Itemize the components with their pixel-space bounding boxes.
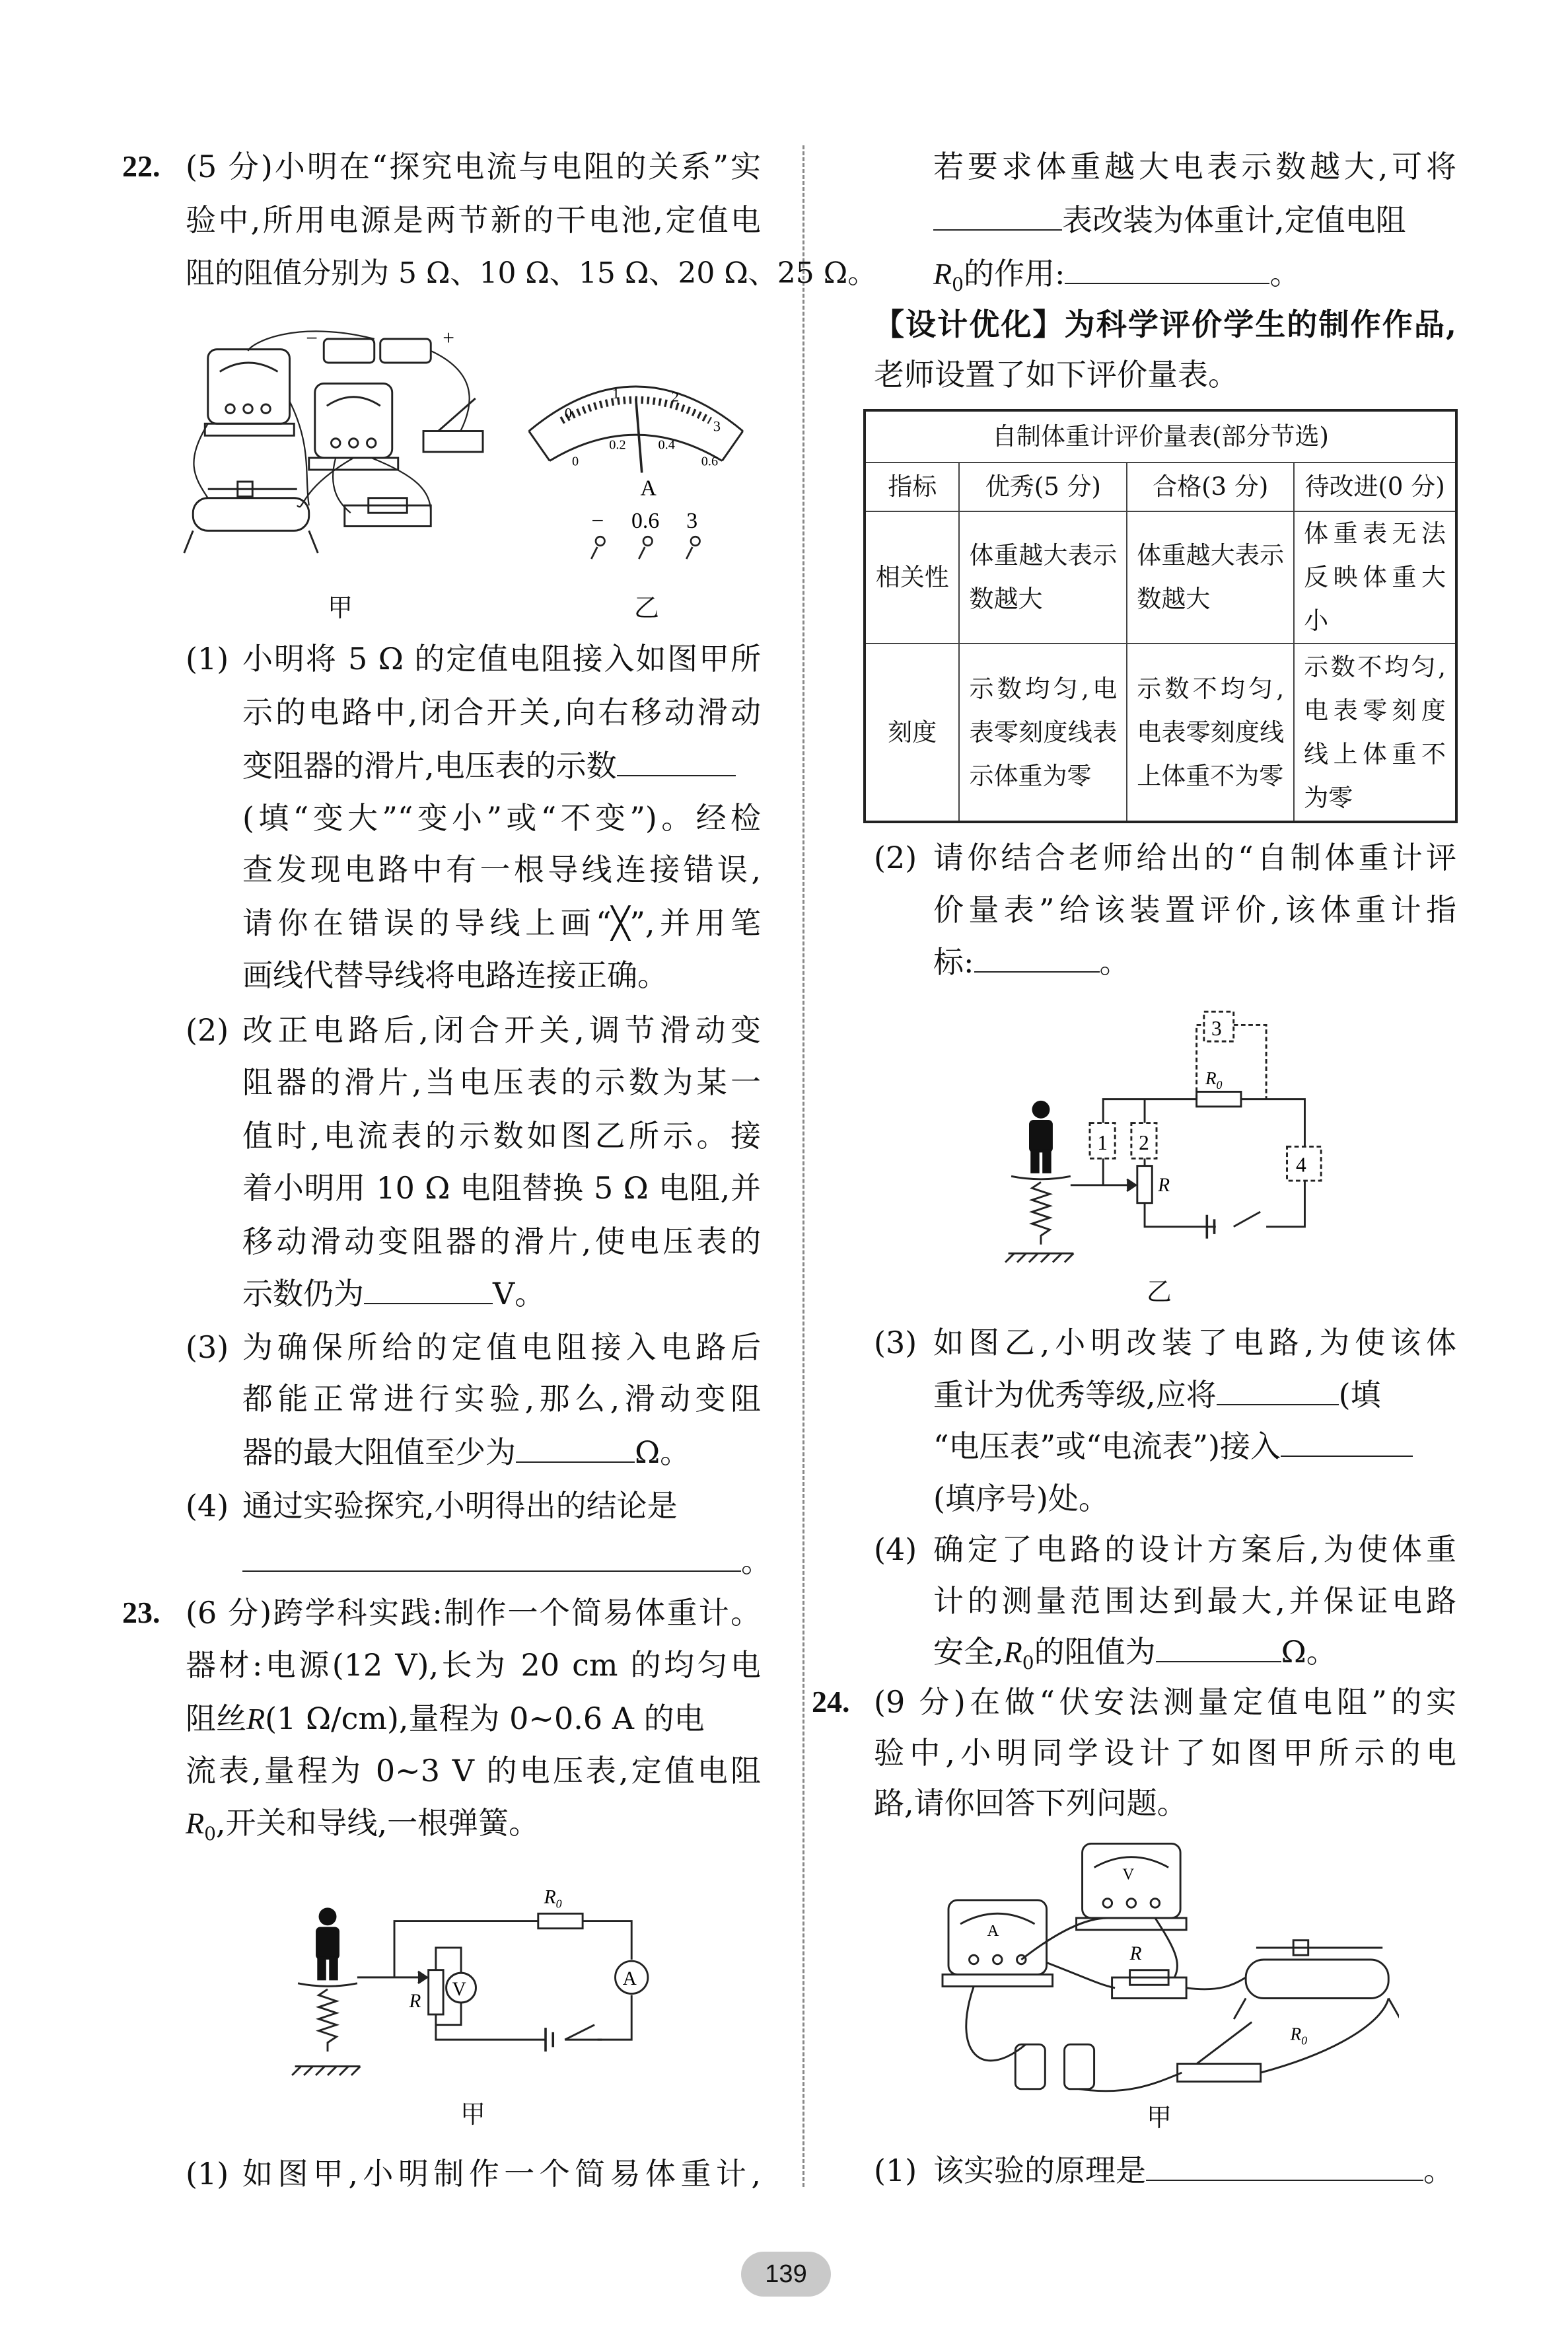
q22-text: (5 分)小明在“探究电流与电阻的关系”实 bbox=[186, 149, 761, 184]
q23-1-text-part: 。 bbox=[1269, 256, 1301, 291]
column-divider bbox=[802, 145, 804, 2187]
q22-2-text-part: 示数仍为 bbox=[242, 1276, 364, 1311]
design-optimization-text: 老师设置了如下评价量表。 bbox=[874, 357, 1238, 392]
q24-1-text bbox=[933, 2151, 1454, 2190]
q22-1-text: (填“变大”“变小”或“不变”)。经检 bbox=[242, 800, 761, 836]
q23-4-text-part: Ω。 bbox=[1281, 1634, 1337, 1670]
q22-3-text: 都能正常进行实验,那么,滑动变阻 bbox=[242, 1381, 761, 1417]
q22-1-text-part: 变阻器的滑片,电压表的示数 bbox=[242, 748, 617, 784]
q22-1-text: 画线代替导线将电路连接正确。 bbox=[242, 957, 668, 993]
switch-icon bbox=[1234, 1212, 1260, 1226]
wires bbox=[1103, 1099, 1304, 1227]
dial-unit: A bbox=[640, 476, 657, 501]
q23-text: (6 分)跨学科实践:制作一个简易体重计。 bbox=[186, 1595, 761, 1631]
q22-2-text bbox=[242, 1274, 545, 1313]
connecting-wires bbox=[194, 331, 469, 513]
question-number-24: 24. bbox=[812, 1685, 850, 1718]
q24-1-text-part: 。 bbox=[1423, 2153, 1454, 2188]
subscript: 0 bbox=[1022, 1652, 1034, 1674]
table-cell: 示数不均匀,电表零刻度线上体重不为零 bbox=[1127, 644, 1294, 822]
q23-4-label: (4) bbox=[874, 1532, 917, 1567]
minus-sign: − bbox=[306, 326, 318, 350]
q23-1-label: (1) bbox=[186, 2156, 229, 2192]
battery-icon bbox=[1015, 2044, 1094, 2089]
box-4-label: 4 bbox=[1295, 1153, 1306, 1177]
q22-4-text: 通过实验探究,小明得出的结论是 bbox=[242, 1488, 678, 1524]
spring-icon bbox=[1032, 1182, 1050, 1244]
dial-top-tick-1: 1 bbox=[612, 385, 620, 402]
q22-2-text: 移动滑动变阻器的滑片,使电压表的 bbox=[242, 1224, 761, 1259]
table-header: 待改进(0 分) bbox=[1294, 462, 1456, 511]
figure-caption-jia: 甲 bbox=[1147, 2103, 1172, 2132]
q23-2-text bbox=[933, 942, 1130, 982]
r0-symbol: R bbox=[1205, 1068, 1217, 1089]
q23-figure-yi-circuit bbox=[996, 1004, 1323, 1265]
platform bbox=[1011, 1176, 1071, 1179]
q23-4-text-part: 的阻值为 bbox=[1034, 1634, 1156, 1670]
q23-text bbox=[186, 1803, 539, 1843]
q23-3-text-part: 重计为优秀等级,应将 bbox=[933, 1377, 1217, 1413]
figure-caption-yi: 乙 bbox=[1147, 1277, 1172, 1306]
q22-2-text: 着小明用 10 Ω 电阻替换 5 Ω 电阻,并 bbox=[242, 1170, 761, 1206]
table-cell: 示数均匀,电表零刻度线表示体重为零 bbox=[959, 644, 1127, 822]
design-optimization-heading: 【设计优化】为科学评价学生的制作作品, bbox=[874, 307, 1456, 342]
r-label: R bbox=[409, 1990, 421, 2012]
q22-figure-circuit-and-ammeter bbox=[174, 311, 768, 581]
figure-caption-jia: 甲 bbox=[328, 593, 353, 622]
q24-text: 路,请你回答下列问题。 bbox=[874, 1785, 1188, 1821]
rheostat-r bbox=[429, 1970, 443, 2014]
table-cell: 相关性 bbox=[865, 511, 959, 644]
table-cell: 示数不均匀,电表零刻度线上体重不为零 bbox=[1294, 644, 1456, 822]
answer-blank[interactable] bbox=[242, 1544, 741, 1572]
q22-1-label: (1) bbox=[186, 641, 229, 677]
q22-1-text: 示的电路中,闭合开关,向右移动滑动 bbox=[242, 694, 761, 730]
answer-blank[interactable] bbox=[933, 203, 1062, 231]
table-cell: 刻度 bbox=[865, 644, 959, 822]
q24-text: (9 分)在做“伏安法测量定值电阻”的实 bbox=[874, 1684, 1456, 1720]
q23-1-text bbox=[933, 200, 1406, 240]
q23-2-text: 请你结合老师给出的“自制体重计评 bbox=[933, 840, 1456, 875]
table-cell: 体重越大表示数越大 bbox=[959, 511, 1127, 644]
resistor-symbol: R bbox=[246, 1702, 266, 1736]
switch-icon bbox=[1178, 2022, 1261, 2082]
answer-blank[interactable] bbox=[1156, 1635, 1281, 1662]
switch bbox=[423, 398, 483, 452]
dial-top-tick-2: 2 bbox=[671, 388, 679, 405]
ammeter-apparatus bbox=[309, 384, 398, 470]
ammeter-label: A bbox=[622, 1968, 637, 1990]
q23-4-text-part: 安全, bbox=[933, 1634, 1004, 1670]
dial-bottom-tick-1: 0.2 bbox=[609, 437, 626, 453]
rheostat-r bbox=[1137, 1166, 1152, 1203]
q23-text-part: (1 Ω/cm),量程为 0~0.6 A 的电 bbox=[265, 1701, 705, 1736]
terminal-3: 3 bbox=[686, 508, 698, 533]
table-row bbox=[865, 511, 1456, 644]
q23-text-part: 阻丝 bbox=[186, 1701, 246, 1736]
table-header: 指标 bbox=[865, 462, 959, 511]
answer-blank[interactable] bbox=[1146, 2153, 1423, 2181]
q23-1-text: 如图甲,小明制作一个简易体重计, bbox=[242, 2156, 761, 2192]
q23-3-label: (3) bbox=[874, 1325, 917, 1360]
q23-text bbox=[186, 1699, 705, 1738]
table-row bbox=[865, 644, 1456, 822]
ammeter-apparatus bbox=[943, 1900, 1053, 1987]
answer-blank[interactable] bbox=[364, 1276, 493, 1304]
q22-2-text: 值时,电流表的示数如图乙所示。接 bbox=[242, 1118, 761, 1154]
r0-label bbox=[544, 1887, 562, 1911]
resistor-symbol: R bbox=[186, 1806, 205, 1840]
q23-1-text bbox=[933, 254, 1301, 296]
evaluation-rubric-table bbox=[863, 409, 1458, 823]
terminal-minus: − bbox=[591, 508, 604, 533]
q23-2-text: 价量表”给该装置评价,该体重计指 bbox=[933, 892, 1456, 928]
q22-4-text-part: 。 bbox=[741, 1543, 771, 1579]
q23-4-text: 计的测量范围达到最大,并保证电路 bbox=[933, 1583, 1456, 1619]
q22-2-text: 阻器的滑片,当电压表的示数为某一 bbox=[242, 1064, 761, 1100]
platform bbox=[298, 1983, 357, 1986]
voltmeter-label: V bbox=[1122, 1865, 1135, 1884]
r0-symbol: R bbox=[544, 1886, 556, 1908]
dial-top-tick-3: 3 bbox=[713, 418, 721, 435]
q23-2-text-part: 标: bbox=[933, 944, 974, 980]
dial-top-tick-0: 0 bbox=[564, 404, 572, 422]
q23-1-text-part: 的作用: bbox=[963, 256, 1065, 291]
dial-bottom-tick-0: 0 bbox=[572, 454, 579, 469]
answer-blank[interactable] bbox=[1065, 256, 1269, 284]
table-header: 优秀(5 分) bbox=[959, 462, 1127, 511]
q22-1-text bbox=[242, 746, 736, 786]
q24-1-text-part: 该实验的原理是 bbox=[933, 2153, 1146, 2188]
subscript: 0 bbox=[204, 1823, 216, 1845]
q24-text: 验中,小明同学设计了如图甲所示的电 bbox=[874, 1735, 1456, 1771]
r0-symbol: R bbox=[1290, 2024, 1302, 2044]
q24-1-label: (1) bbox=[874, 2153, 917, 2188]
page-number: 139 bbox=[741, 2252, 831, 2297]
q23-3-text-part: (填 bbox=[1338, 1377, 1381, 1413]
table-header: 合格(3 分) bbox=[1127, 462, 1294, 511]
r0-resistor bbox=[538, 1913, 583, 1928]
rheostat bbox=[1234, 1940, 1399, 2019]
q22-4-label: (4) bbox=[186, 1488, 229, 1524]
person-icon bbox=[316, 1907, 339, 1980]
q23-1-text-part: 表改装为体重计,定值电阻 bbox=[1062, 202, 1406, 238]
q24-figure-jia-apparatus bbox=[937, 1830, 1399, 2101]
q23-4-text bbox=[933, 1632, 1337, 1672]
table-title: 自制体重计评价量表(部分节选) bbox=[865, 410, 1456, 462]
q23-3-text-part: “电压表”或“电流表”)接入 bbox=[933, 1428, 1281, 1464]
person-icon bbox=[1029, 1101, 1053, 1173]
q23-2-text-part: 。 bbox=[1099, 944, 1130, 980]
q22-3-text-part: Ω。 bbox=[635, 1434, 691, 1470]
q23-text: 流表,量程为 0~3 V 的电压表,定值电阻 bbox=[186, 1753, 761, 1789]
r-label: R bbox=[1129, 1942, 1142, 1964]
answer-blank[interactable] bbox=[1217, 1378, 1339, 1405]
r0-label bbox=[1290, 2024, 1308, 2048]
q22-1-text: 请你在错误的导线上画“╳”,并用笔 bbox=[242, 905, 761, 941]
table-cell: 体重表无法反映体重大小 bbox=[1294, 511, 1456, 644]
r0-subscript: 0 bbox=[1301, 2034, 1308, 2048]
resistor-symbol: R bbox=[1003, 1635, 1022, 1669]
r-label: R bbox=[1158, 1174, 1170, 1196]
q22-3-text bbox=[242, 1432, 690, 1472]
voltmeter-apparatus bbox=[1077, 1843, 1187, 1930]
q23-text: 器材:电源(12 V),长为 20 cm 的均匀电 bbox=[186, 1647, 761, 1683]
terminal-posts bbox=[591, 536, 699, 559]
battery-icon bbox=[546, 2028, 553, 2051]
terminal-0.6: 0.6 bbox=[631, 508, 660, 533]
box-1-label: 1 bbox=[1097, 1130, 1108, 1154]
q22-text: 阻的阻值分别为 5 Ω、10 Ω、15 Ω、20 Ω、25 Ω。 bbox=[186, 256, 877, 290]
q22-1-text: 小明将 5 Ω 的定值电阻接入如图甲所 bbox=[242, 641, 761, 677]
r0-label bbox=[1205, 1068, 1222, 1091]
q23-3-text: (填序号)处。 bbox=[933, 1481, 1109, 1516]
r0-subscript: 0 bbox=[555, 1897, 562, 1911]
q23-4-text: 确定了电路的设计方案后,为使体重 bbox=[933, 1532, 1456, 1567]
voltmeter-label: V bbox=[452, 1978, 466, 2000]
dial-bottom-tick-3: 0.6 bbox=[701, 454, 719, 469]
answer-blank[interactable] bbox=[1281, 1429, 1413, 1457]
q23-text-part: ,开关和导线,一根弹簧。 bbox=[215, 1805, 540, 1841]
ammeter-label: A bbox=[987, 1921, 999, 1940]
voltmeter-apparatus bbox=[205, 350, 294, 436]
q23-3-text bbox=[933, 1375, 1381, 1415]
spring-icon bbox=[319, 1989, 337, 2051]
q22-3-label: (3) bbox=[186, 1329, 229, 1365]
q22-4-text bbox=[242, 1541, 771, 1581]
dial-bottom-tick-2: 0.4 bbox=[658, 437, 675, 453]
fixed-resistor bbox=[345, 498, 431, 527]
q22-3-text-part: 器的最大阻值至少为 bbox=[242, 1434, 516, 1470]
r0-subscript: 0 bbox=[1216, 1078, 1223, 1091]
answer-blank[interactable] bbox=[974, 945, 1100, 973]
question-number-23: 23. bbox=[122, 1596, 160, 1629]
q23-2-label: (2) bbox=[874, 840, 917, 875]
q23-3-text: 如图乙,小明改装了电路,为使该体 bbox=[933, 1325, 1456, 1360]
box-2-label: 2 bbox=[1139, 1130, 1149, 1154]
box-3-label: 3 bbox=[1211, 1017, 1222, 1041]
switch-icon bbox=[565, 2025, 602, 2040]
q22-2-text-part: V。 bbox=[493, 1276, 546, 1311]
r0-resistor bbox=[1197, 1091, 1241, 1106]
q23-figure-jia-circuit bbox=[283, 1863, 669, 2081]
plus-sign: + bbox=[443, 326, 455, 350]
answer-blank[interactable] bbox=[617, 749, 736, 776]
q22-2-label: (2) bbox=[186, 1012, 229, 1048]
question-number-22: 22. bbox=[122, 149, 160, 183]
q22-2-text: 改正电路后,闭合开关,调节滑动变 bbox=[242, 1012, 761, 1048]
q22-text: 验中,所用电源是两节新的干电池,定值电 bbox=[186, 202, 761, 238]
figure-caption-yi: 乙 bbox=[634, 593, 660, 622]
q23-3-text bbox=[933, 1426, 1413, 1466]
table-cell: 体重越大表示数越大 bbox=[1127, 511, 1294, 644]
q22-3-text: 为确保所给的定值电阻接入电路后 bbox=[242, 1329, 761, 1365]
q22-1-text: 查发现电路中有一根导线连接错误, bbox=[242, 852, 761, 887]
subscript: 0 bbox=[952, 274, 964, 296]
resistor-symbol: R bbox=[933, 257, 952, 291]
q23-1-text: 若要求体重越大电表示数越大,可将 bbox=[933, 149, 1456, 184]
answer-blank[interactable] bbox=[516, 1435, 635, 1463]
figure-caption-jia: 甲 bbox=[460, 2100, 486, 2129]
battery-pack bbox=[324, 339, 431, 363]
